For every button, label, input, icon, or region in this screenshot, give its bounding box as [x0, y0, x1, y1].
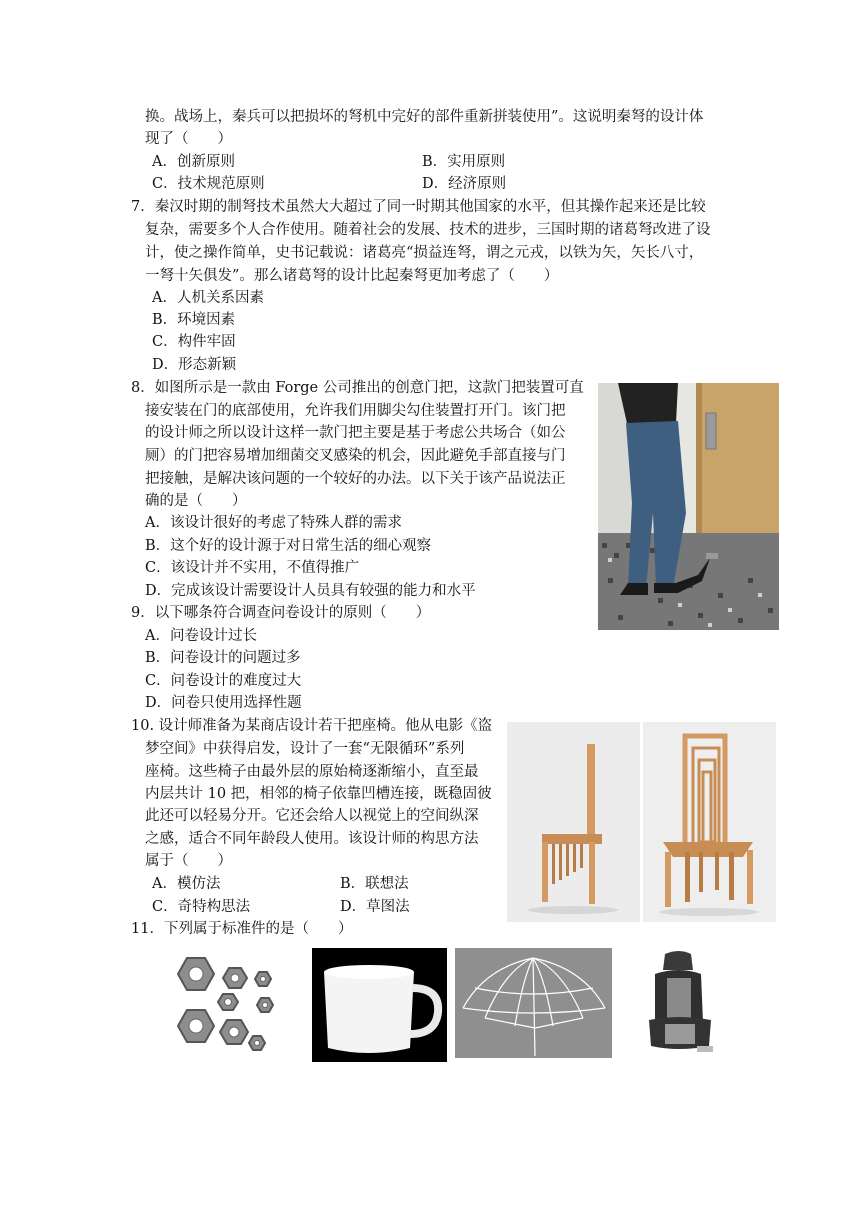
q8-option-c[interactable]: C．该设计并不实用，不值得推广	[145, 560, 360, 576]
q8-line-1: 8．如图所示是一款由 Forge 公司推出的创意门把，这款门把装置可直	[131, 380, 584, 396]
q10-line-4: 内层共计 10 把，相邻的椅子依靠凹槽连接，既稳固彼	[145, 786, 492, 802]
car-seat-photo	[637, 948, 722, 1058]
q9-option-b[interactable]: B．问卷设计的问题过多	[145, 650, 301, 666]
q8-line-3: 的设计师之所以设计这样一款门把主要是基于考虑公共场合（如公	[145, 425, 566, 441]
hex-nuts-photo	[157, 950, 285, 1068]
q7-line-1: 7．秦汉时期的制弩技术虽然大大超过了同一时期其他国家的水平，但其操作起来还是比较	[131, 199, 706, 215]
q10-line-2: 梦空间》中获得启发，设计了一套“无限循环”系列	[145, 741, 465, 757]
q10-option-a[interactable]: A．模仿法	[152, 876, 221, 892]
q7-option-d[interactable]: D．形态新颖	[152, 357, 237, 373]
q6-option-b[interactable]: B．实用原则	[422, 154, 506, 170]
q6-option-d[interactable]: D．经济原则	[422, 176, 507, 192]
q8-option-b[interactable]: B．这个好的设计源于对日常生活的细心观察	[145, 538, 432, 554]
q8-line-6: 确的是（ ）	[145, 493, 247, 509]
q9-option-a[interactable]: A．问卷设计过长	[145, 628, 257, 644]
mug-photo	[312, 948, 447, 1062]
q10-line-5: 此还可以轻易分开。它还会给人以视觉上的空间纵深	[145, 808, 479, 824]
q6-option-a[interactable]: A．创新原则	[152, 154, 235, 170]
q6-option-c[interactable]: C．技术规范原则	[152, 176, 265, 192]
q7-line-2: 复杂，需要多个人合作使用。随着社会的发展、技术的进步，三国时期的诸葛弩改进了设	[145, 222, 711, 238]
chair-side-photo	[507, 722, 640, 922]
q7-line-3: 计，使之操作简单，史书记载说：诸葛亮“损益连弩，谓之元戎，以铁为矢，矢长八寸，	[145, 245, 704, 261]
q7-option-b[interactable]: B．环境因素	[152, 312, 236, 328]
umbrella-frame-photo	[455, 948, 612, 1058]
door-handle-photo	[598, 383, 779, 630]
q10-line-3: 座椅。这些椅子由最外层的原始椅逐渐缩小，直至最	[145, 764, 479, 780]
chair-front-photo	[643, 722, 776, 922]
q8-line-4: 厕）的门把容易增加细菌交叉感染的机会，因此避免手部直接与门	[145, 448, 566, 464]
q9-option-c[interactable]: C．问卷设计的难度过大	[145, 673, 302, 689]
q10-option-c[interactable]: C．奇特构思法	[152, 899, 251, 915]
q10-option-d[interactable]: D．草图法	[340, 899, 410, 915]
q7-line-4: 一弩十矢俱发”。那么诸葛弩的设计比起秦弩更加考虑了（ ）	[145, 268, 559, 284]
q8-option-a[interactable]: A．该设计很好的考虑了特殊人群的需求	[145, 515, 402, 531]
q10-line-6: 之感，适合不同年龄段人使用。该设计师的构思方法	[145, 831, 479, 847]
q11-line: 11．下列属于标准件的是（ ）	[131, 921, 353, 937]
q6-line-1: 换。战场上，秦兵可以把损坏的弩机中完好的部件重新拼装使用”。这说明秦弩的设计体	[145, 109, 704, 125]
q10-option-b[interactable]: B．联想法	[340, 876, 409, 892]
q6-line-2: 现了（ ）	[145, 131, 232, 147]
q10-line-1: 10. 设计师准备为某商店设计若干把座椅。他从电影《盗	[131, 718, 493, 734]
q10-line-7: 属于（ ）	[145, 853, 232, 869]
q9-option-d[interactable]: D．问卷只使用选择性题	[145, 695, 302, 711]
q8-line-2: 接安装在门的底部使用，允许我们用脚尖勾住装置打开门。该门把	[145, 403, 566, 419]
q7-option-a[interactable]: A．人机关系因素	[152, 290, 264, 306]
q7-option-c[interactable]: C．构件牢固	[152, 334, 236, 350]
q9-line: 9．以下哪条符合调查问卷设计的原则（ ）	[131, 605, 431, 621]
q8-line-5: 把接触，是解决该问题的一个较好的办法。以下关于该产品说法正	[145, 471, 566, 487]
q8-option-d[interactable]: D．完成该设计需要设计人员具有较强的能力和水平	[145, 583, 476, 599]
